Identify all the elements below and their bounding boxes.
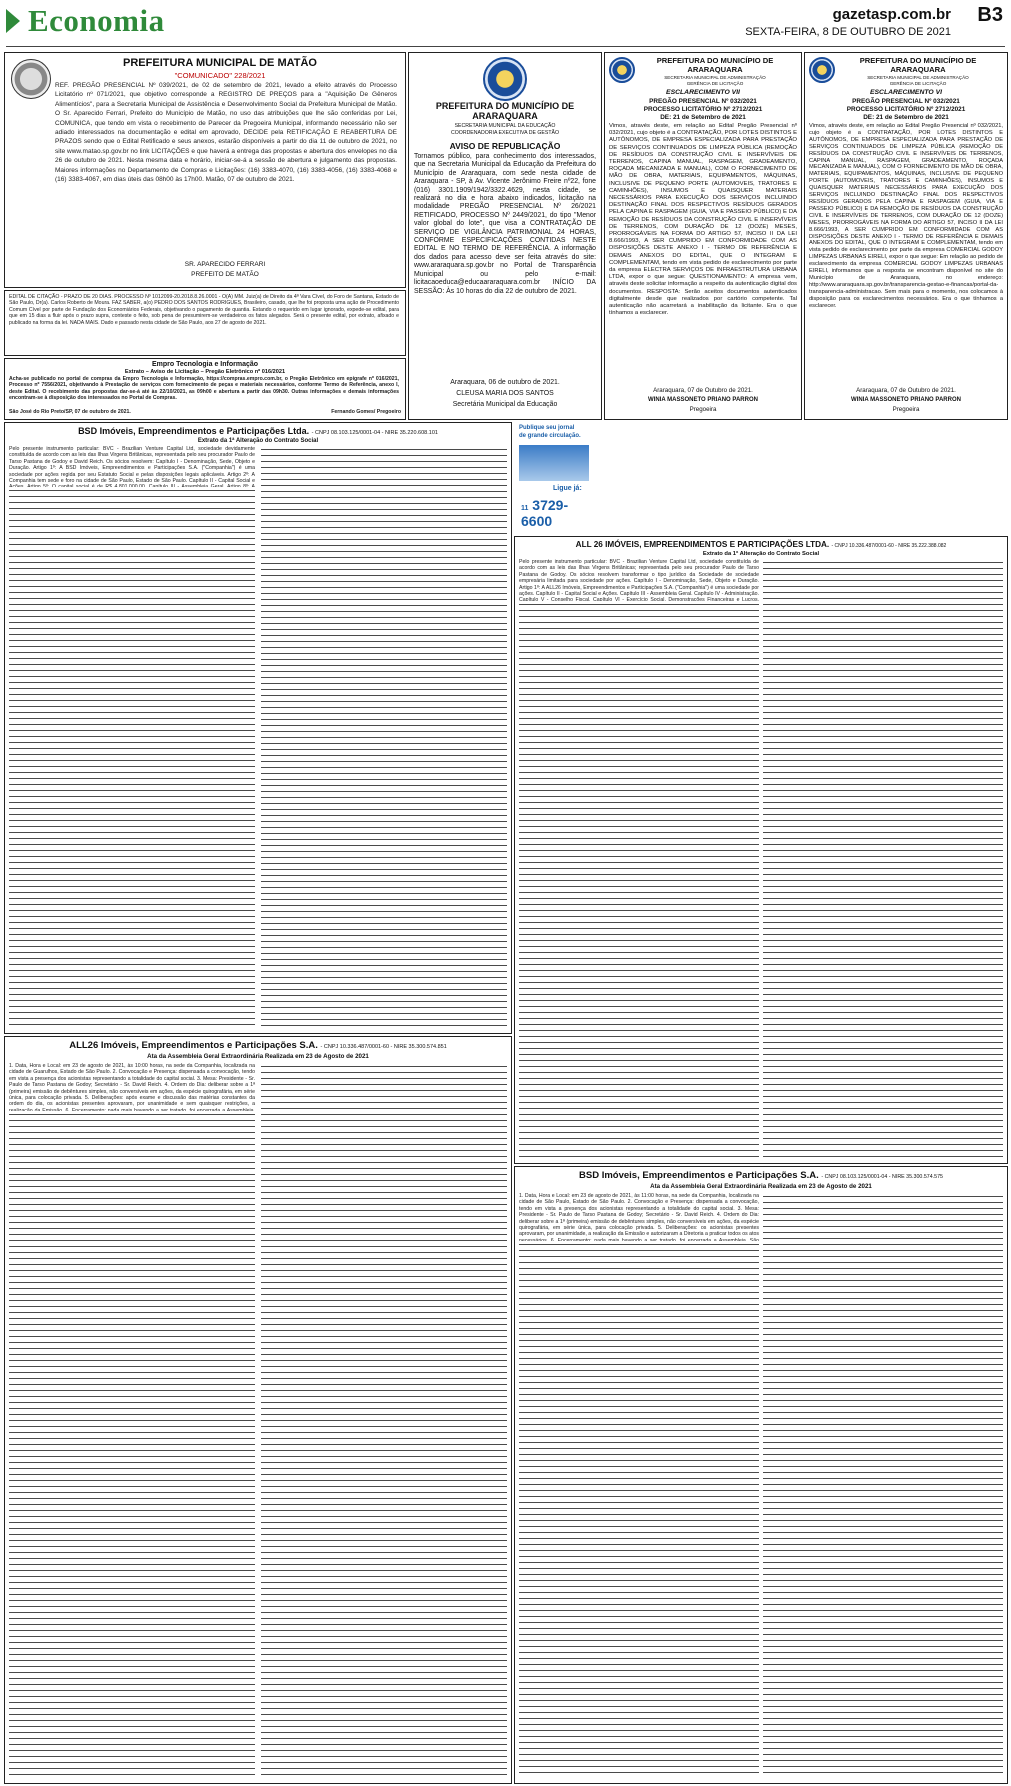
araraquara-seal-icon — [609, 57, 635, 83]
all26a-title: ALL 26 IMÓVEIS, EMPREENDIMENTOS E PARTICIPAÇÕES LTDA. — [575, 540, 830, 549]
adm7-body: Vimos, através deste, em relação ao Edital Pregão Presencial nº 032/2021, cujo objeto é a CONTRATAÇÃO, POR LOTES DISTINTOS E AUTÔNOMOS, DE EMPRESA ESPECIALIZADA PARA PRESTAÇÃO DE SERVIÇOS CONTINUADOS DE LIMPEZA PÚBLICA (REMOÇÃO DE RESÍDUOS DA CONSTRUÇÃO CIVIL E INSERVÍVEIS DE TERRENOS, CAPINA MANUAL, RASPAGEM, GRADEAMENTO, ROÇADA MECANIZADA E MANUAL), COM O FORNECIMENTO DE MÃO DE OBRA, MATERIAIS, EQUIPAMENTOS, MÁQUINAS, INCLUSIVE DE PEQUENO PORTE (AUTOMOVEIS, TRATORES E CAMINHÕES), INSUMOS E QUAISQUER MATERIAIS NECESSÁRIOS PARA EXECUÇÃO DOS SERVIÇOS INCLUINDO DESTINAÇÃO FINAL DOS RESPECTIVOS RESÍDUOS GERADOS PELA CAPINA E RASPAGEM (GUIA, VIA E PASSEIO PÚBLICO) E DA REMOÇÃO DE RESÍDUOS DA CONSTRUÇÃO CIVIL E INSERVÍVEIS DE TERRENOS, COM DURAÇÃO DE 12 (DOZE) MESES, PRORROGÁVEIS NA FORMA DO ARTIGO 57, INCISO II DA LEI 8.666/1993, A SER CUMPRIDO EM CONFORMIDADE COM AS DISPOSIÇÕES DESTE ANEXO I - TERMO DE REFERÊNCIA E DEMAIS ANEXOS DO EDITAL, QUE O INTEGRAM E COMPLEMENTAM, tendo em vista pedido de esclarecimento por parte da empresa ELECTRA SERVIÇOS DE INFRAESTRUTURA URBANA LTDA, expor o que segue: QUESTIONAMENTO: A empresa vem, através deste solicitar informação a respeito da autenticação digital dos documentos. RESPOSTA: Serão aceitos documentos autenticados digitalmente desde que realizados por cartório competente. Tal autenticação não acarretará a inabilitação da licitante. Era o que tínhamos a esclarecer. — [609, 123, 797, 317]
edu-sub2: COORDENADORIA EXECUTIVA DE GESTÃO — [451, 130, 559, 136]
all26a-subtitle: Extrato da 1ª Alteração do Contrato Social — [702, 551, 820, 557]
ad-call: Ligue já: — [553, 485, 582, 492]
bsd2-title: BSD Imóveis, Empreendimentos e Participações S.A. — [579, 1170, 819, 1181]
edu-place: Araraquara, 06 de outubro de 2021. — [450, 379, 560, 386]
adm7-heading: ESCLARECIMENTO VII — [666, 89, 740, 96]
section-arrow-icon — [6, 9, 20, 33]
matao-subtitle: "COMUNICADO" 228/2021 — [174, 71, 266, 80]
all26-ltda-notice — [514, 536, 1008, 1164]
edu-body: Tornamos público, para conhecimento dos interessados, que na Secretaria Municipal da Educação da Prefeitura do Município de Araraquara, com sede nesta cidade de Araraquara - SP, à Av. Vicente Jerônimo Freire nº22, fone (016) 3301.1909/1942/3322.4629, nesta cidade, se realizará no dia e hora abaixo indicados, licitação na modalidade PREGÃO PRESENCIAL Nº 26/2021 RETIFICADO, PROCESSO Nº 2449/2021, do tipo "Menor valor global do lote", que visa a CONTRATAÇÃO DE SERVIÇO DE VIGILÂNCIA PATRIMONIAL 24 HORAS, CONFORME ESPECIFICAÇÕES CONTIDAS NESTE EDITAL E NO TERMO DE REFERÊNCIA. A informação dos dados para acesso deve ser feita através do site: www.araraquara.sp.gov.br no Portal de Transparência Municipal ou pelo e-mail: licitacaoeduca@educaararaquara.com.br INÍCIO DA SESSÃO: Às 10 horas do dia 22 de outubro de 2021. — [414, 153, 596, 295]
bsd1-ids: - CNPJ 08.103.125/0001-04 - NIRE 35.220.608.101 — [311, 430, 438, 436]
adm6-body: Vimos, através deste, em relação ao Edital Pregão Presencial nº 032/2021, cujo objeto é a CONTRATAÇÃO, POR LOTES DISTINTOS E AUTÔNOMOS, DE EMPRESA ESPECIALIZADA PARA PRESTAÇÃO DE SERVIÇOS CONTINUADOS DE LIMPEZA PÚBLICA (REMOÇÃO DE RESÍDUOS DA CONSTRUÇÃO CIVIL E INSERVÍVEIS DE TERRENOS, CAPINA MANUAL, RASPAGEM, GRADEAMENTO, ROÇADA MECANIZADA E MANUAL), COM O FORNECIMENTO DE MÃO DE OBRA, MATERIAIS, EQUIPAMENTOS, MÁQUINAS, INCLUSIVE DE PEQUENO PORTE (AUTOMOVEIS, TRATORES E CAMINHÕES), INSUMOS E QUAISQUER MATERIAIS NECESSÁRIOS PARA EXECUÇÃO DOS SERVIÇOS INCLUINDO DESTINAÇÃO FINAL DOS RESPECTIVOS RESÍDUOS GERADOS PELA CAPINA E RASPAGEM (GUIA, VIA E PASSEIO PÚBLICO) E DA REMOÇÃO DE RESÍDUOS DA CONSTRUÇÃO CIVIL E INSERVÍVEIS DE TERRENOS, COM DURAÇÃO DE 12 (DOZE) MESES, PRORROGÁVEIS NA FORMA DO ARTIGO 57, INCISO II DA LEI 8.666/1993, A SER CUMPRIDO EM CONFORMIDADE COM AS DISPOSIÇÕES DESTE ANEXO I - TERMO DE REFERÊNCIA E DEMAIS ANEXOS DO EDITAL, QUE O INTEGRAM E COMPLEMENTAM, tendo em vista pedido de esclarecimento por parte da empresa COMERCIAL GODOY LIMPEZAS URBANAS EIRELI, expor o que segue: Em relação ao pedido de esclarecimento da empresa COMERCIAL GODOY LIMPEZAS URBANAS EIRELI, informamos que a resposta se encontram disponível no site do Município de Araraquara, no endereço: http://www.araraquara.sp.gov.br/transparencia-gestao-e-financas/portal-da-transparencia-administracao. Sem mais para o momento, nos colocamos à disposição para os esclarecimentos necessários. Era o que tínhamos a esclarecer. — [809, 123, 1003, 309]
bsd2-subtitle: Ata da Assembleia Geral Extraordinária Realizada em 23 de Agosto de 2021 — [650, 1183, 872, 1190]
adm6-line2: PROCESSO LICITATÓRIO Nº 2712/2021 — [846, 106, 966, 113]
all26b-text-column-left — [9, 1111, 255, 1777]
empro-signer: Fernando Gomes/ Pregoeiro — [331, 409, 401, 415]
adm6-signer: WINIA MASSONETO PRIANO PARRON — [851, 397, 961, 403]
edital-text: EDITAL DE CITAÇÃO - PRAZO DE 20 DIAS. PROCESSO Nº 1012099-20.2018.8.26.0001 - O(A) MM. Juiz(a) de Direito da 4ª Vara Cível, do Foro de Santana, Estado de São Paulo, Dr(a). Carlos Roberto de Moura. FAZ SABER, a(o) PEDRO DOS SANTOS RODRIGUES, Brasileiro, casado, que lhe foi proposta uma ação de Procedimento Comum Cível por parte de Fundação dos Economiários Federais, objetivando o pagamento de quantia. Estando o requerido em lugar ignorado, expede-se edital, para que em 15 dias a fluir após o prazo supra, conteste o feito, sob pena de presumirem-se verdadeiros os fatos alegados. Será o presente edital, por extrato, afixado e publicado na forma da lei. NADA MAIS. Dado e passado nesta cidade de São Paulo, aos 27 de agosto de 2021. — [9, 294, 399, 326]
section-title: Economia — [28, 3, 165, 38]
ad-line1: Publique seu jornal — [519, 425, 575, 431]
adm6-sub1: SECRETARIA MUNICIPAL DE ADMINISTRAÇÃO — [867, 75, 969, 80]
all26a-text-column-right — [763, 559, 1003, 1157]
gazeta-ad[interactable] — [514, 422, 596, 534]
adm7-line1: PREGÃO PRESENCIAL Nº 032/2021 — [649, 98, 757, 105]
empro-notice — [4, 358, 406, 420]
bsd2-body: 1. Data, Hora e Local: em 23 de agosto de 2021, às 11:00 horas, na sede da Companhia, localizada na cidade de São Paulo, Estado de São Paulo. 2. Convocação e Presença: dispensada a convocação, tendo em vista a presença dos acionistas representando a totalidade do capital social. 3. Mesa: Presidente - Sr. Paulo de Tarso Pastana de Godoy; Secretário - Sr. David Reich. 4. Ordem do Dia: deliberar sobre a 1ª (primeira) emissão de debêntures simples, não conversíveis em ações, da espécie quirografária, em série única, para colocação privada. 5. Deliberações: os acionistas presentes aprovaram, por unanimidade, a realização da Emissão e autorizaram a Diretoria a praticar todos os atos — [519, 1193, 759, 1238]
adm7-title: PREFEITURA DO MUNICÍPIO DE ARARAQUARA — [656, 56, 774, 74]
adm7-signer: WINIA MASSONETO PRIANO PARRON — [648, 397, 758, 403]
bsd1-body: Pelo presente instrumento particular: BVC - Brazilian Venture Capital Ltd, sociedade devidamente constituída de acordo com as leis das Ilhas Virgens Britânicas, representada pelo seu procurador Paulo de Tarso Pastana de Godoy e David Reich. Os sócios resolvem: Capítulo I - Denominação, Sede, Objeto e Duração. Artigo 1º: A BSD Imóveis, Empreendimentos e Participações S.A. ("Companhia") é uma sociedade por ações regida por seu Estatuto Social e pelas disposições legais aplicáveis. Artigo 2º: A Companhia tem sede e foro na cidade de São Paulo, Estado de São Paulo. Capítulo II - Capital Social e — [9, 446, 255, 485]
ad-ddd: 11 — [521, 505, 529, 512]
araraquara-esclarecimento-vi — [804, 52, 1008, 420]
araraquara-esclarecimento-vii — [604, 52, 802, 420]
bsd1-title: BSD Imóveis, Empreendimentos e Participações Ltda. — [78, 426, 310, 436]
all26b-subtitle: Ata da Assembleia Geral Extraordinária Realizada em 23 de Agosto de 2021 — [147, 1053, 369, 1060]
empro-place: São José do Rio Preto/SP, 07 de outubro de 2021. — [9, 409, 131, 415]
all26b-body: 1. Data, Hora e Local: em 23 de agosto de 2021, às 10:00 horas, na sede da Companhia, localizada na cidade de Guarulhos, Estado de São Paulo. 2. Convocação e Presença: dispensada a convocação, tendo em vista a presença dos acionistas representando a totalidade do capital social. 3. Mesa: Presidente - Sr. Paulo de Tarso Pastana de Godoy; Secretário - Sr. David Reich. 4. Ordem do Dia: deliberar sobre a 1ª (primeira) emissão de debêntures simples, não conversíveis em ações, da espécie quirografária, em série única, para colocação privada. 5. Deliberações: após exame e discussão das matérias constantes da ordem do dia, os acionistas presentes aprovaram, por unanimidade e sem quaisquer restrições, a — [9, 1063, 255, 1108]
adm6-line1: PREGÃO PRESENCIAL Nº 032/2021 — [852, 98, 960, 105]
araraquara-seal-icon — [483, 57, 527, 101]
bsd1-text-column-right — [261, 446, 507, 1027]
ad-phone: 3729-6600 — [521, 497, 569, 529]
bsd-ltda-notice — [4, 422, 512, 1034]
ad-line2: de grande circulação. — [519, 433, 581, 439]
bsd1-text-column-left — [9, 487, 255, 1027]
all26a-ids: - CNPJ 10.336.487/0001-60 - NIRE 35.222.388.082 — [831, 543, 947, 549]
edu-title: PREFEITURA DO MUNICÍPIO DE ARARAQUARA — [435, 101, 575, 121]
all26b-text-column-right — [261, 1063, 507, 1777]
page-header — [0, 0, 1011, 48]
empro-title: Empro Tecnologia e Informação — [151, 361, 259, 368]
matao-role: PREFEITO DE MATÃO — [191, 271, 259, 278]
page-number: B3 — [977, 4, 1003, 26]
all26b-title: ALL26 Imóveis, Empreendimentos e Participações S.A. — [69, 1040, 318, 1051]
araraquara-educacao-notice — [408, 52, 602, 420]
adm7-sub2: GERÊNCIA DE LICITAÇÃO — [686, 81, 744, 86]
adm6-sub2: GERÊNCIA DE LICITAÇÃO — [889, 81, 947, 86]
edu-heading: AVISO DE REPUBLICAÇÃO — [449, 141, 561, 151]
bsd2-text-column-right — [763, 1193, 1003, 1777]
matao-signer: SR. APARECIDO FERRARI — [184, 261, 266, 268]
edition-date: SEXTA-FEIRA, 8 DE OUTUBRO DE 2021 — [745, 26, 951, 38]
all26b-ids: - CNPJ 10.336.487/0001-60 - NIRE 35.300.574.851 — [320, 1044, 447, 1050]
edital-citacao — [4, 290, 406, 356]
edu-role: Secretária Municipal da Educação — [452, 401, 558, 408]
adm6-title: PREFEITURA DO MUNICÍPIO DE ARARAQUARA — [859, 56, 977, 74]
adm7-place: Araraquara, 07 de Outubro de 2021. — [653, 387, 753, 394]
adm6-role: Pregoeira — [892, 406, 920, 413]
adm7-role: Pregoeira — [689, 406, 717, 413]
bsd-sa-notice — [514, 1166, 1008, 1784]
adm6-place: Araraquara, 07 de Outubro de 2021. — [856, 387, 956, 394]
matao-title: PREFEITURA MUNICIPAL DE MATÃO — [123, 57, 317, 69]
adm6-line3: DE: 21 de Setembro de 2021 — [863, 114, 949, 121]
adm7-line2: PROCESSO LICITATÓRIO Nº 2712/2021 — [643, 106, 763, 113]
edu-signer: CLEUSA MARIA DOS SANTOS — [456, 390, 554, 397]
bsd2-ids: - CNPJ 08.103.125/0001-04 - NIRE 35.300.574.575 — [821, 1174, 943, 1180]
edu-sub1: SECRETARIA MUNICIPAL DA EDUCAÇÃO — [454, 123, 556, 129]
matao-crest-icon — [11, 59, 51, 99]
adm7-line3: DE: 21 de Setembro de 2021 — [660, 114, 746, 121]
empro-line: Extrato – Aviso de Licitação – Pregão Eletrônico nº 016/2021 — [124, 369, 286, 375]
ad-newspaper-image — [519, 445, 589, 481]
ad-phone-number[interactable] — [521, 497, 595, 529]
all26a-text-column-left — [519, 601, 759, 1157]
matao-notice — [4, 52, 406, 288]
adm7-sub1: SECRETARIA MUNICIPAL DE ADMINISTRAÇÃO — [664, 75, 766, 80]
bsd2-text-column-left — [519, 1241, 759, 1777]
bsd1-subtitle: Extrato da 1ª Alteração do Contrato Social — [197, 438, 319, 444]
site-url[interactable]: gazetasp.com.br — [832, 6, 951, 23]
matao-body: REF. PREGÃO PRESENCIAL Nº 039/2021, de 02 de setembro de 2021, levado a efeito através do Processo Licitatório nº 071/2021, que objetivo corresponde a REGISTRO DE PREÇOS para a "Aquisição De Gêneros Alimentícios", para a Secretaria Municipal de Assistência e Desenvolvimento Social da Prefeitura Municipal de Matão. O Sr. Aparecido Ferrari, Prefeito do Município de Matão, no uso das atribuições que lhe são conferidas por Lei, COMUNICA, que tendo em vista o recebimento de Parecer da Pregoeira Municipal, informando necessário não ser adiado interessados na documentação e edital em aprovado, DECIDE pela RETIFICAÇÃO E REABERTURA DE PRAZOS sendo que o Edital Retificado e seus anexos, estarão disponíveis a partir do dia 11 de outubro de 2021, no site www.matao.sp.gov.br no link LICITAÇÕES e que haverá a entrega das propostas e abertura dos envelopes no dia 26 de outubro de 2021. Nesta mesma data e horário, iniciar-se-á a sessão de abertura e julgamento das propostas. Maiores informações no Departamento de Compras e Licitações: (16) 3383-4070, (16) 3383-4056, (16) 3383-4068 e (16) 3383-4067, em dias úteis das 08h00 às 17h00. Matão, 07 de outubro de 2021. — [55, 82, 397, 184]
adm6-heading: ESCLARECIMENTO VI — [869, 89, 942, 96]
header-divider — [6, 46, 1005, 47]
empro-text: Acha-se publicado no portal de compras da Empro Tecnologia e Informação, https://compras.empro.com.br, o Pregão Eletrônico em epígrafe nº 016/2021, Processo nº 7556/2021, objetivando à Prestação de serviços com fornecimento de peças e materiais necessários, conforme Termo de Referência, anexo I, deste Edital. O recebimento das propostas dar-se-á até às 22/10/2021, as 09h00 e abertura a partir das 09h30. Outras informações e demais informações encontram-se à disposição dos interessados no Portal de Compras. — [9, 376, 399, 402]
all26-sa-notice — [4, 1036, 512, 1784]
all26a-body: Pelo presente instrumento particular: BVC - Brazilian Venture Capital Ltd, sociedade constituída de acordo com as leis das Ilhas Virgens Britânicas; representada pelo seu procurador Paulo de Tarso Pastana de Godoy. Os sócios resolvem transformar o tipo jurídico da Sociedade de sociedade empresária limitada para sociedade por ações. Capítulo I - Denominação, Sede, Objeto e Duração. Artigo 1º: A ALL26 Imóveis, Empreendimentos e Participações S.A. ("Companhia") é uma sociedade por ações. Capítulo II - Capital Social e Ações. Capítulo III - Assembleia Geral. Capítulo IV - Administração. — [519, 559, 759, 598]
araraquara-seal-icon — [809, 57, 835, 83]
